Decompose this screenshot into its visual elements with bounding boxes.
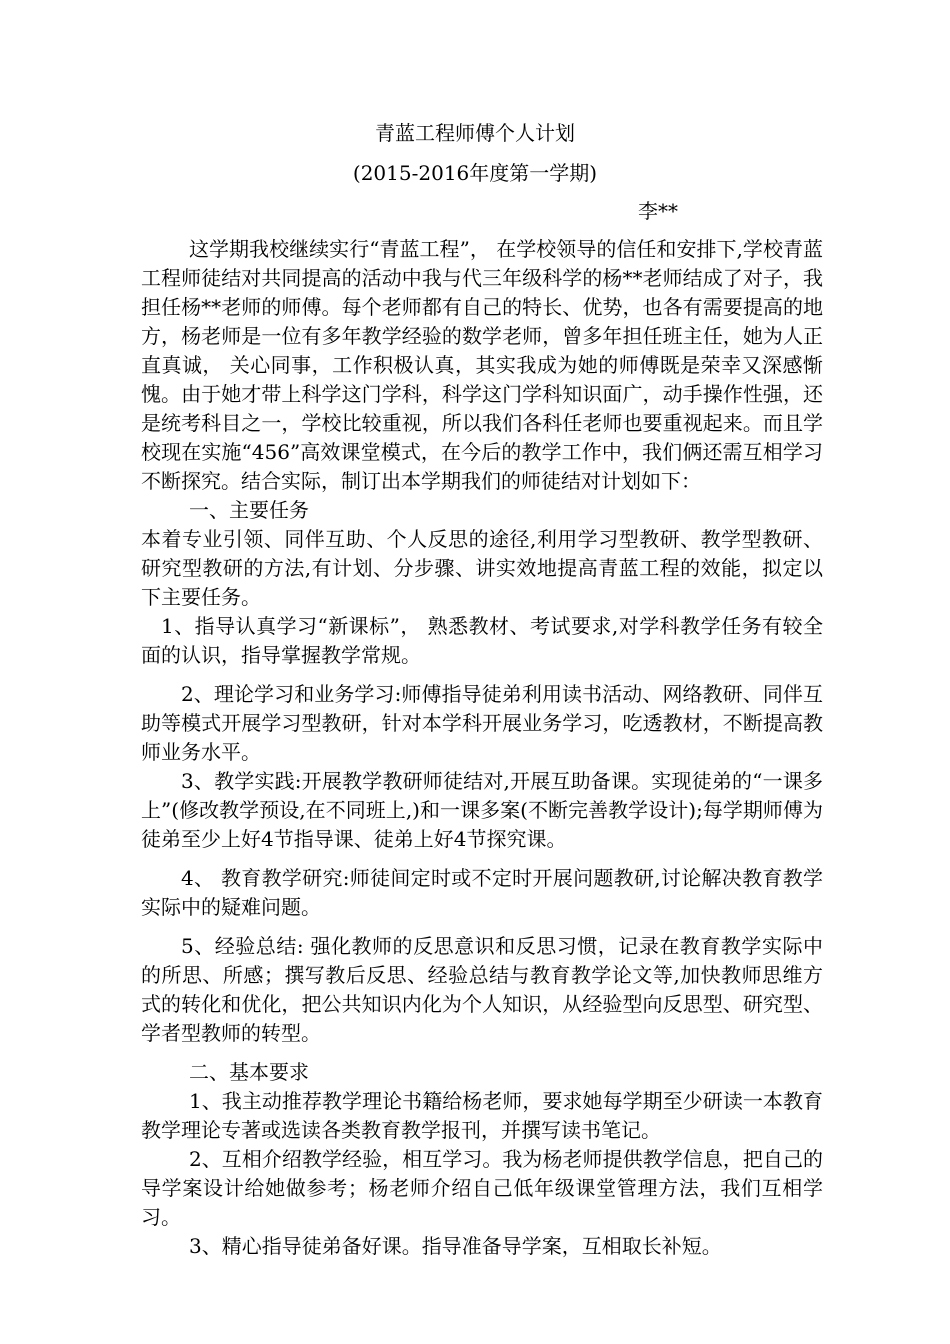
document-subtitle: (2015-2016年度第一学期) [352,161,598,185]
section1-item-1: 1、指导认真学习“新课标”， 熟悉教材、考试要求,对学科教学任务有较全面的认识，指导掌握教学常规。 [141,614,823,667]
document-title: 青蓝工程师傅个人计划 [375,121,575,145]
section2-heading: 二、基本要求 [189,1060,309,1084]
intro-paragraph: 这学期我校继续实行“青蓝工程”， 在学校领导的信任和安排下,学校青蓝工程师徒结对共同提高的活动中我与代三年级科学的杨**老师结成了对子，我担任杨**老师的师傅。每个老师都有自己的特长、优势，也各有需要提高的地方，杨老师是一位有多年教学经验的数学老师，曾多年担任班主任，她为人正直真诚， 关心同事，工作积极认真，其实我成为她的师傅既是荣幸又深感惭愧。由于她才带上科学这门学科，科学这门学科知识面广，动手操作性强，还是统考科目之一，学校比较重视，所以我们各科任老师也要重视起来。而且学校现在实施“456”高效课堂模式，在今后的教学工作中，我们俩还需互相学习不断探究。结合实际，制订出本学期我们的师徒结对计划如下： [141,237,823,493]
section2-item-3: 3、精心指导徒弟备好课。指导准备导学案，互相取长补短。 [189,1234,722,1258]
section1-item-4: 4、 教育教学研究:师徒间定时或不定时开展问题教研,讨论解决教育教学实际中的疑难问题。 [141,866,823,919]
section2-item-2: 2、互相介绍教学经验，相互学习。我为杨老师提供教学信息，把自己的导学案设计给她做参考；杨老师介绍自己低年级课堂管理方法，我们互相学习。 [141,1147,823,1229]
section1-heading: 一、主要任务 [189,498,309,522]
document-author: 李** [638,199,678,223]
section1-item-3: 3、教学实践:开展教学教研师徒结对,开展互助备课。实现徒弟的“一课多上”(修改教学预设,在不同班上,)和一课多案(不断完善教学设计);每学期师傅为徒弟至少上好4节指导课、徒弟上好4节探究课。 [141,769,823,851]
section2-item-1: 1、我主动推荐教学理论书籍给杨老师，要求她每学期至少研读一本教育教学理论专著或选读各类教育教学报刊，并撰写读书笔记。 [141,1089,823,1142]
section1-item-5: 5、经验总结: 强化教师的反思意识和反思习惯，记录在教育教学实际中的所思、所感；撰写教后反思、经验总结与教育教学论文等,加快教师思维方式的转化和优化，把公共知识内化为个人知识，从经验型向反思型、研究型、学者型教师的转型。 [141,934,823,1045]
document-body [141,235,823,1261]
section1-item-2: 2、理论学习和业务学习:师傅指导徒弟利用读书活动、网络教研、同伴互助等模式开展学习型教研，针对本学科开展业务学习，吃透教材，不断提高教师业务水平。 [141,682,823,764]
section1-lead: 本着专业引领、同伴互助、个人反思的途径,利用学习型教研、教学型教研、研究型教研的方法,有计划、分步骤、讲实效地提高青蓝工程的效能，拟定以下主要任务。 [141,527,823,609]
